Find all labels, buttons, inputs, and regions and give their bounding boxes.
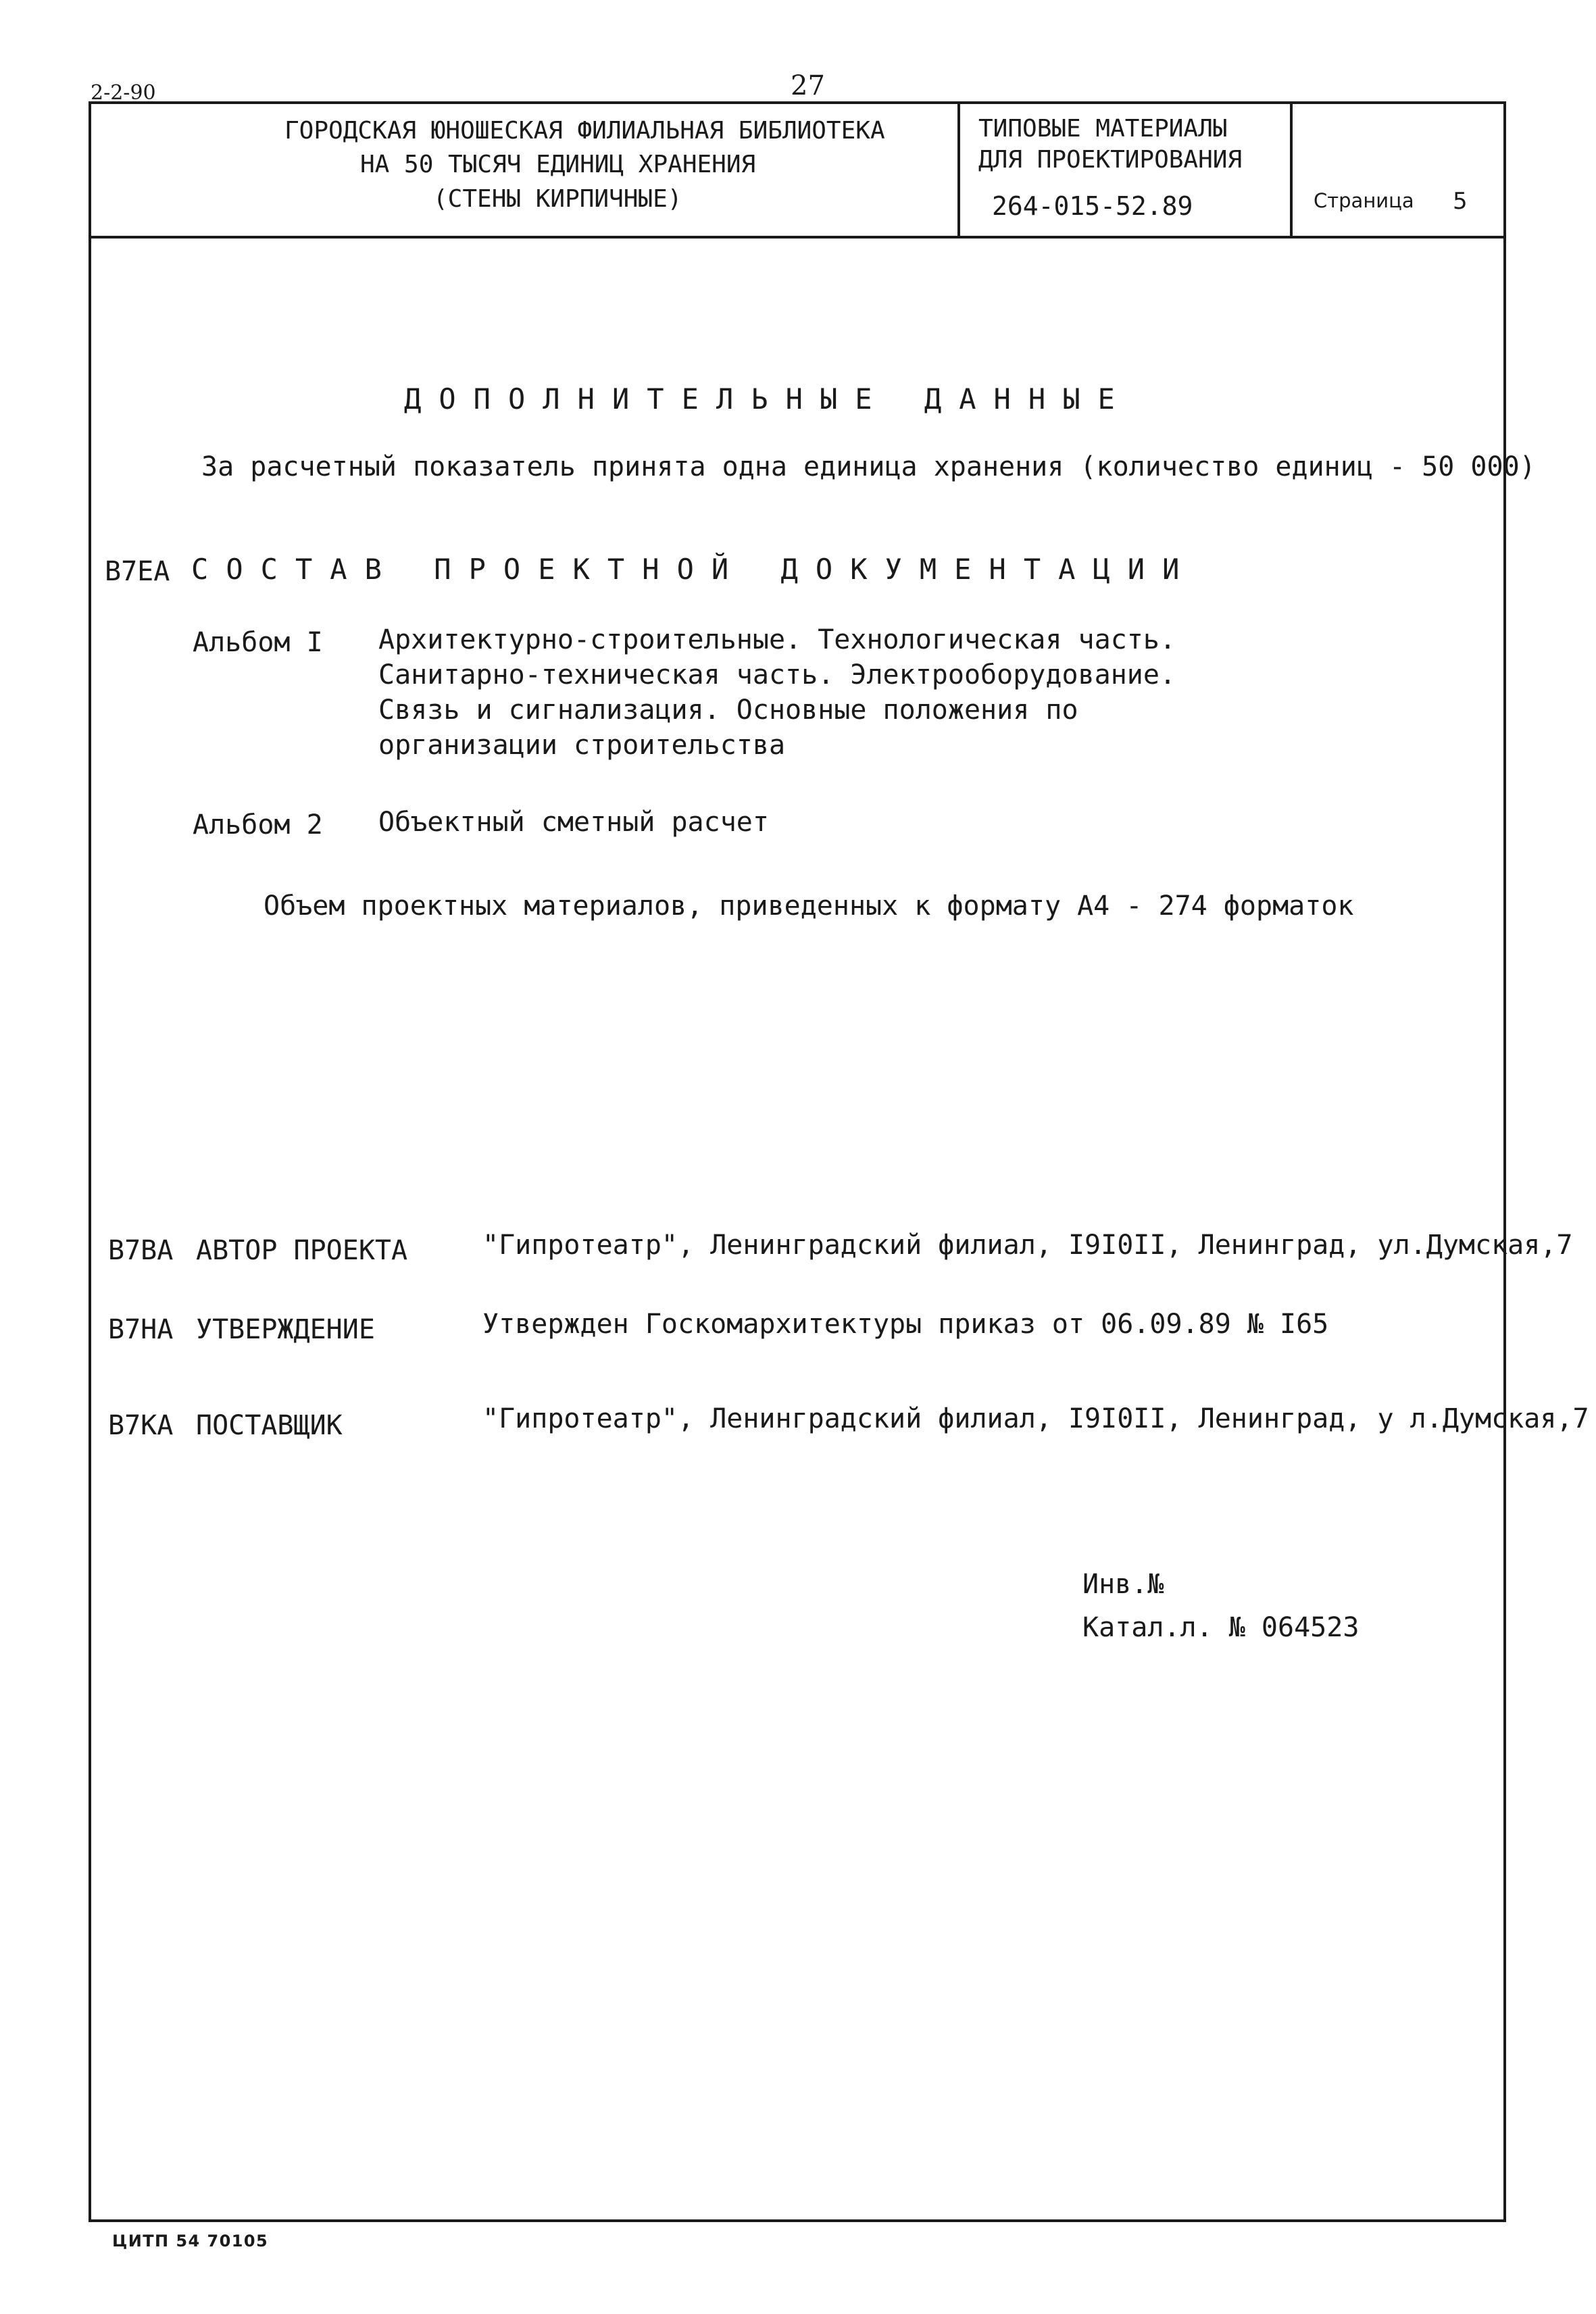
album-line: Связь и сигнализация. Основные положения по xyxy=(378,695,1078,726)
catalog-number: Катал.л. № 064523 xyxy=(1082,1612,1360,1643)
stamp-bottom-border xyxy=(89,236,1506,238)
stamp-title-line: НА 50 ТЫСЯЧ ЕДИНИЦ ХРАНЕНИЯ xyxy=(360,151,756,178)
record-value: "Гипротеатр", Ленинградский филиал, I9I0II, Ленинград, ул.Думская,7 xyxy=(482,1230,1573,1261)
stamp-designation: 264-015-52.89 xyxy=(992,191,1193,221)
sheet-number: 27 xyxy=(791,70,825,101)
section-heading: ДОПОЛНИТЕЛЬНЫЕ ДАННЫЕ xyxy=(404,382,1132,416)
stamp-page-label: Страница xyxy=(1314,189,1414,212)
sheet-code: 2-2-90 xyxy=(91,81,156,105)
album-label: Альбом 2 xyxy=(193,809,323,840)
stamp-series-line: ДЛЯ ПРОЕКТИРОВАНИЯ xyxy=(978,146,1243,174)
volume-text: Объем проектных материалов, приведенных к формату А4 - 274 форматок xyxy=(264,890,1354,922)
indicator-text: За расчетный показатель принята одна единица хранения (количество единиц - 50 000) xyxy=(201,451,1536,482)
stamp-series-line: ТИПОВЫЕ МАТЕРИАЛЫ xyxy=(978,115,1228,143)
stamp-title-line: (СТЕНЫ КИРПИЧНЫЕ) xyxy=(433,185,682,213)
record-value: Утвержден Госкомархитектуры приказ от 06.09.89 № I65 xyxy=(482,1309,1329,1340)
album-line: Санитарно-техническая часть. Электрооборудование. xyxy=(378,659,1176,690)
album-label: Альбом I xyxy=(193,627,323,658)
stamp-title-line: ГОРОДСКАЯ ЮНОШЕСКАЯ ФИЛИАЛЬНАЯ БИБЛИОТЕКА xyxy=(284,117,885,145)
record-label: ПОСТАВЩИК xyxy=(196,1410,343,1441)
page-frame xyxy=(89,101,1506,2222)
composition-code: В7ЕА xyxy=(105,556,170,587)
record-code: В7КА xyxy=(108,1410,174,1441)
album-line: организации строительства xyxy=(378,730,786,761)
record-code: В7ВА xyxy=(108,1235,174,1266)
record-label: УТВЕРЖДЕНИЕ xyxy=(196,1314,375,1345)
printer-mark: ЦИТП 54 70105 xyxy=(112,2232,269,2250)
album-line: Объектный сметный расчет xyxy=(378,807,769,838)
composition-title: СОСТАВ ПРОЕКТНОЙ ДОКУМЕНТАЦИИ xyxy=(191,553,1197,586)
inventory-number: Инв.№ xyxy=(1082,1569,1164,1600)
record-value: "Гипротеатр", Ленинградский филиал, I9I0II, Ленинград, у л.Думская,7 xyxy=(482,1403,1589,1434)
stamp-divider-1 xyxy=(957,101,960,237)
record-code: В7НА xyxy=(108,1314,174,1345)
stamp-page-number: 5 xyxy=(1453,188,1468,215)
album-line: Архитектурно-строительные. Технологическая часть. xyxy=(378,624,1176,655)
stamp-divider-2 xyxy=(1290,101,1293,237)
record-label: АВТОР ПРОЕКТА xyxy=(196,1235,408,1266)
